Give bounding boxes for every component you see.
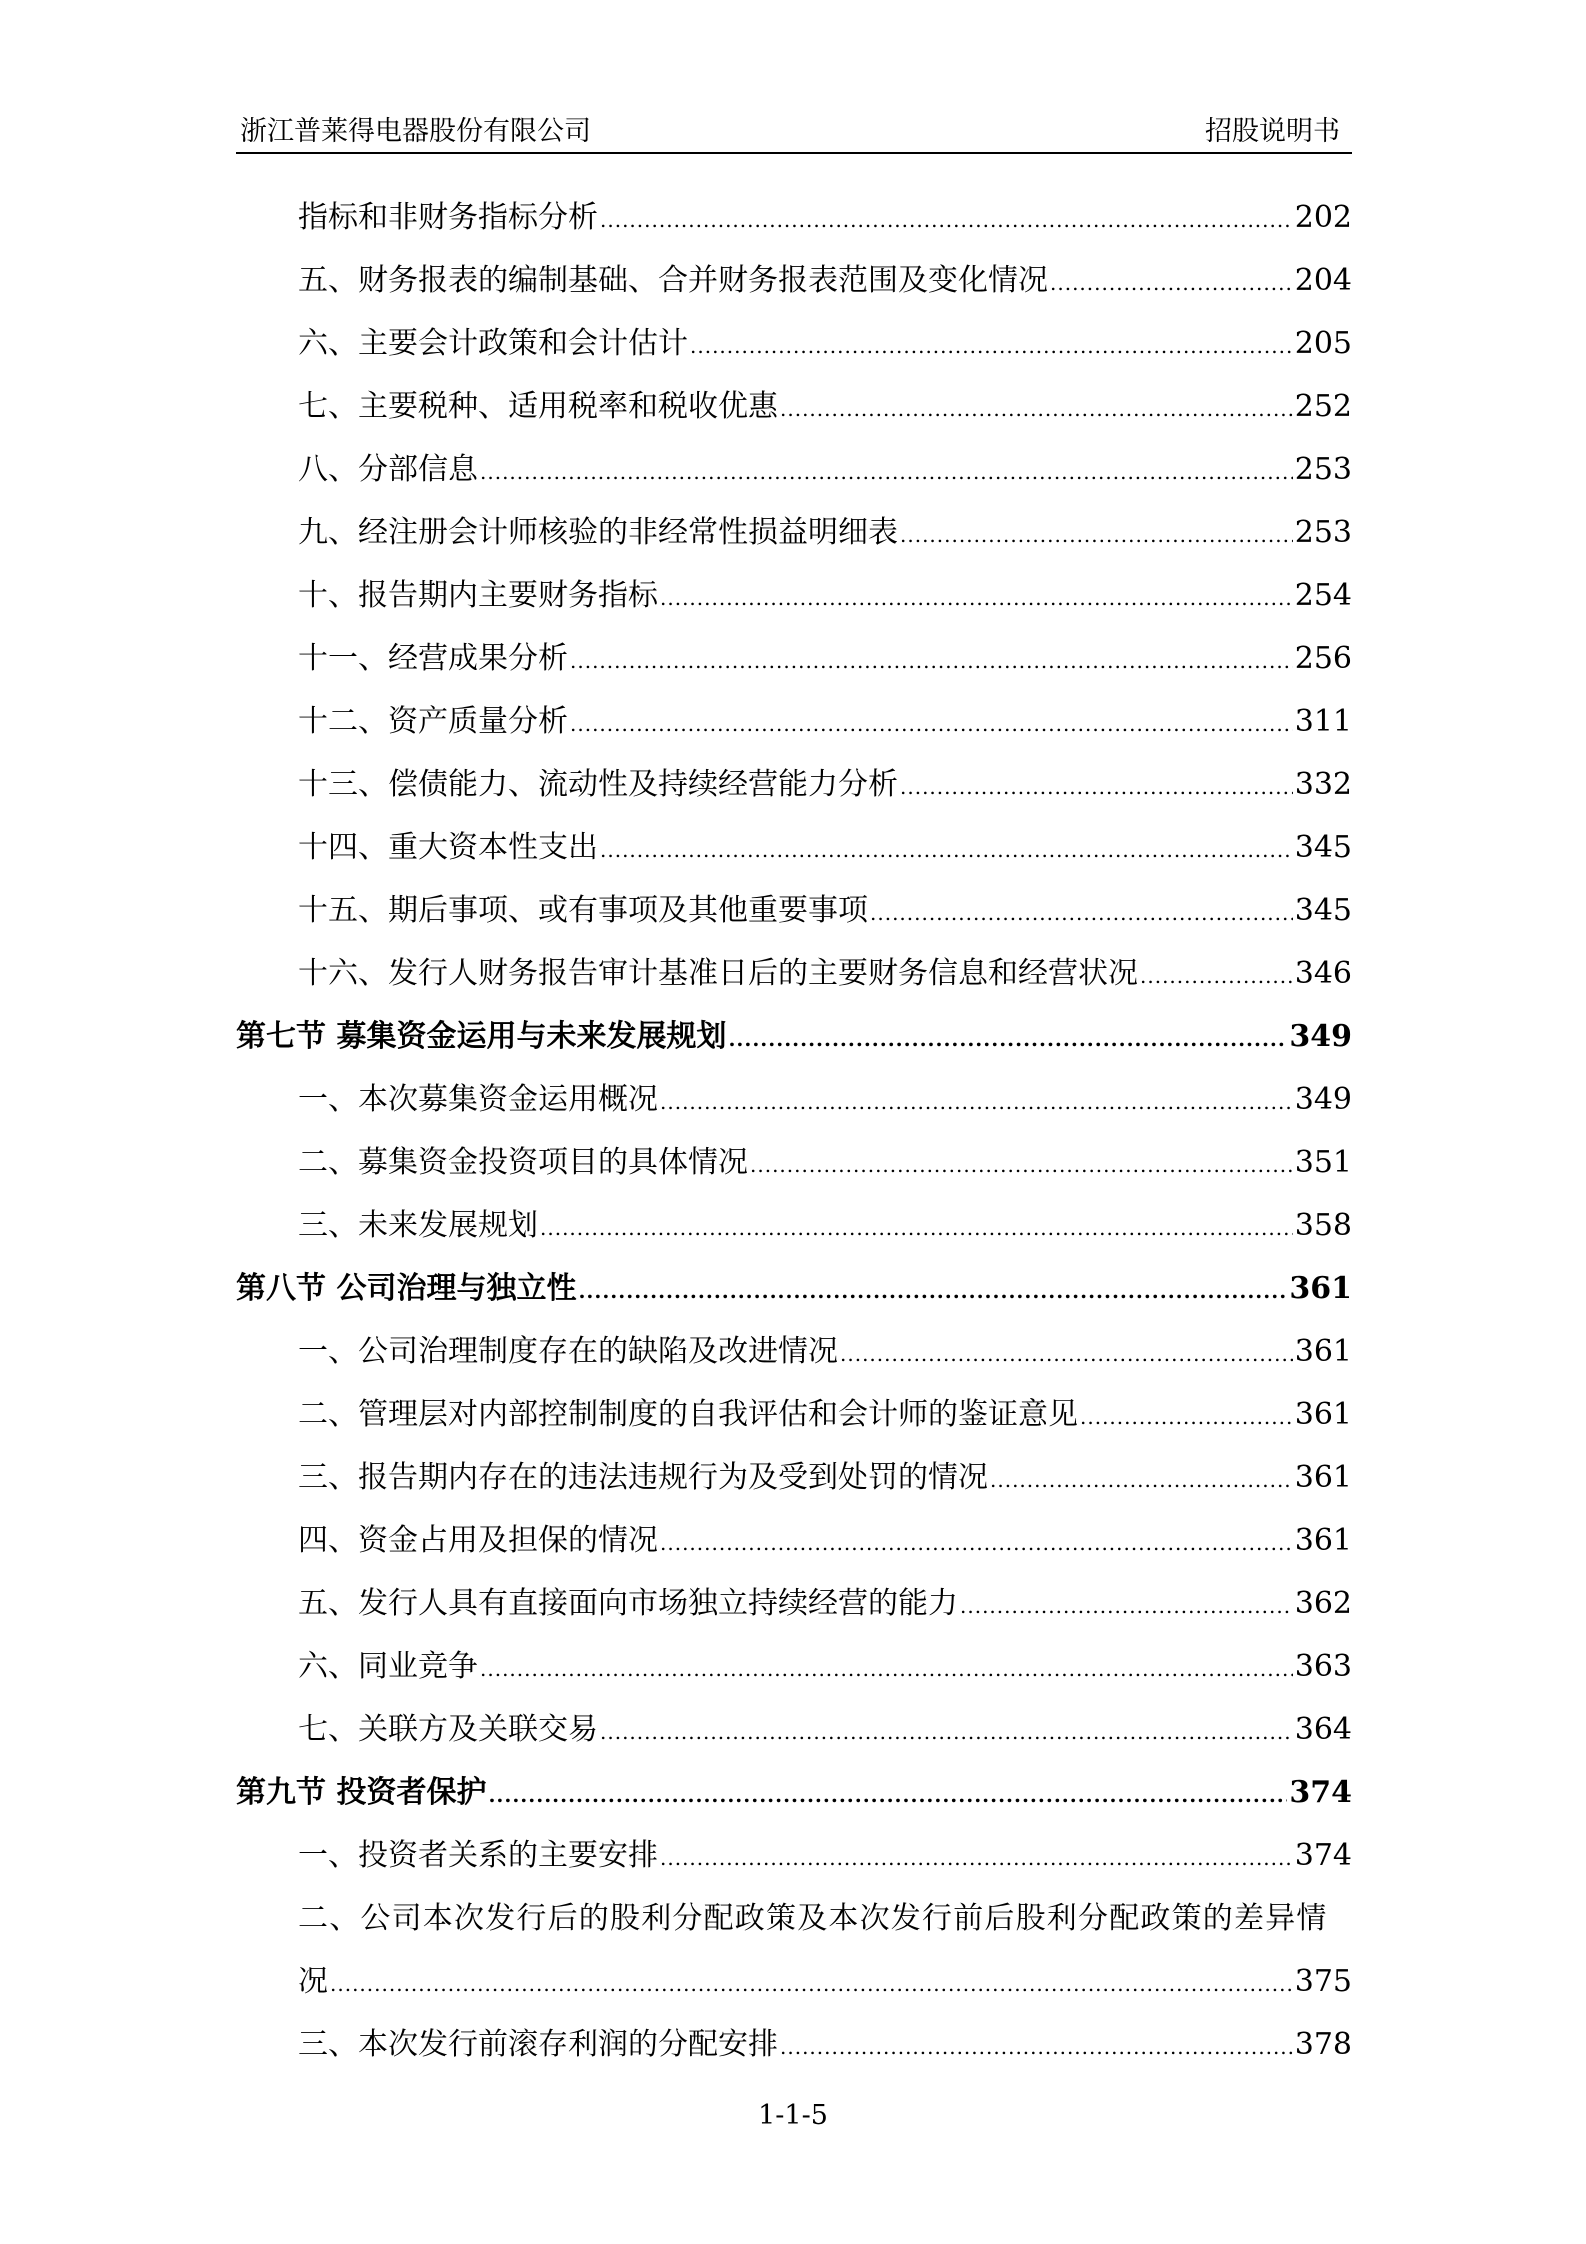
toc-entry[interactable] bbox=[236, 627, 1352, 690]
toc-page-number: 253 bbox=[1294, 452, 1352, 487]
toc-entry-title: 况 bbox=[298, 1964, 328, 1999]
toc-section-entry[interactable] bbox=[236, 1761, 1352, 1824]
toc-entry[interactable] bbox=[236, 1698, 1352, 1761]
toc-entry[interactable] bbox=[236, 1131, 1352, 1194]
toc-entry-title: 七、主要税种、适用税率和税收优惠 bbox=[298, 389, 778, 424]
toc-page-number: 361 bbox=[1294, 1334, 1352, 1369]
toc-entry-title: 七、关联方及关联交易 bbox=[298, 1712, 598, 1747]
toc-page-number: 205 bbox=[1294, 326, 1352, 361]
toc-entry[interactable] bbox=[236, 249, 1352, 312]
toc-page-number: 363 bbox=[1294, 1649, 1352, 1684]
toc-entry-title: 六、主要会计政策和会计估计 bbox=[298, 326, 688, 361]
toc-section-entry[interactable] bbox=[236, 1005, 1352, 1068]
document-type: 招股说明书 bbox=[1205, 116, 1340, 147]
dot-leader bbox=[330, 1950, 1293, 2016]
toc-entry[interactable] bbox=[236, 312, 1352, 375]
toc-entry-title: 六、同业竞争 bbox=[298, 1649, 478, 1684]
toc-page-number: 202 bbox=[1294, 200, 1352, 235]
toc-entry[interactable] bbox=[236, 1194, 1352, 1257]
dot-leader bbox=[750, 1131, 1293, 1197]
toc-entry[interactable] bbox=[236, 942, 1352, 1005]
toc-page-number: 375 bbox=[1294, 1964, 1352, 1999]
header-divider bbox=[236, 152, 1352, 154]
toc-entry-title: 四、资金占用及担保的情况 bbox=[298, 1523, 658, 1558]
toc-page-number: 311 bbox=[1294, 704, 1352, 739]
dot-leader bbox=[540, 1194, 1293, 1260]
toc-entry-title: 一、本次募集资金运用概况 bbox=[298, 1082, 658, 1117]
toc-entry[interactable] bbox=[236, 1446, 1352, 1509]
toc-entry-title: 十四、重大资本性支出 bbox=[298, 830, 598, 865]
toc-entry-title: 第七节 募集资金运用与未来发展规划 bbox=[236, 1019, 727, 1054]
toc-entry[interactable] bbox=[236, 1509, 1352, 1572]
toc-page-number: 361 bbox=[1294, 1460, 1352, 1495]
toc-entry[interactable] bbox=[236, 1383, 1352, 1446]
toc-page-number: 254 bbox=[1294, 578, 1352, 613]
toc-page-number: 351 bbox=[1294, 1145, 1352, 1180]
toc-entry[interactable] bbox=[236, 564, 1352, 627]
toc-entry[interactable] bbox=[236, 1635, 1352, 1698]
toc-entry-title: 十三、偿债能力、流动性及持续经营能力分析 bbox=[298, 767, 898, 802]
toc-entry-title: 指标和非财务指标分析 bbox=[298, 200, 598, 235]
dot-leader bbox=[900, 501, 1293, 567]
toc-page-number: 361 bbox=[1294, 1523, 1352, 1558]
toc-entry[interactable] bbox=[236, 1950, 1352, 2013]
toc-section-entry[interactable] bbox=[236, 1257, 1352, 1320]
toc-entry-title: 十、报告期内主要财务指标 bbox=[298, 578, 658, 613]
toc-page-number: 374 bbox=[1294, 1838, 1352, 1873]
toc-entry[interactable] bbox=[236, 501, 1352, 564]
toc-page-number: 345 bbox=[1294, 893, 1352, 928]
toc-entry[interactable] bbox=[236, 1068, 1352, 1131]
toc-entry-title: 十一、经营成果分析 bbox=[298, 641, 568, 676]
toc-page-number: 362 bbox=[1294, 1586, 1352, 1621]
toc-entry-title: 十五、期后事项、或有事项及其他重要事项 bbox=[298, 893, 868, 928]
dot-leader bbox=[1140, 942, 1293, 1008]
toc-entry-title: 一、投资者关系的主要安排 bbox=[298, 1838, 658, 1873]
toc-entry-title: 三、报告期内存在的违法违规行为及受到处罚的情况 bbox=[298, 1460, 988, 1495]
toc-page-number: 332 bbox=[1294, 767, 1352, 802]
toc-page-number: 361 bbox=[1294, 1397, 1352, 1432]
dot-leader bbox=[840, 1320, 1293, 1386]
dot-leader bbox=[600, 1698, 1293, 1764]
toc-page-number: 364 bbox=[1294, 1712, 1352, 1747]
dot-leader bbox=[578, 1257, 1287, 1323]
toc-entry-title: 第八节 公司治理与独立性 bbox=[236, 1271, 577, 1306]
dot-leader bbox=[780, 2013, 1293, 2079]
toc-page-number: 374 bbox=[1289, 1775, 1352, 1810]
toc-entry-title: 八、分部信息 bbox=[298, 452, 478, 487]
dot-leader bbox=[900, 753, 1293, 819]
toc-entry-title: 二、管理层对内部控制制度的自我评估和会计师的鉴证意见 bbox=[298, 1397, 1078, 1432]
toc-page-number: 349 bbox=[1294, 1082, 1352, 1117]
page-header bbox=[236, 112, 1352, 152]
dot-leader bbox=[690, 312, 1293, 378]
toc-page-number: 252 bbox=[1294, 389, 1352, 424]
toc-entry-title: 三、本次发行前滚存利润的分配安排 bbox=[298, 2027, 778, 2062]
toc-entry[interactable] bbox=[236, 438, 1352, 501]
dot-leader bbox=[660, 1824, 1293, 1890]
toc-page-number: 378 bbox=[1294, 2027, 1352, 2062]
dot-leader bbox=[570, 690, 1293, 756]
dot-leader bbox=[1080, 1383, 1293, 1449]
toc-page-number: 204 bbox=[1294, 263, 1352, 298]
dot-leader bbox=[488, 1761, 1287, 1827]
dot-leader bbox=[600, 816, 1293, 882]
toc-entry-title: 九、经注册会计师核验的非经常性损益明细表 bbox=[298, 515, 898, 550]
toc-page-number: 358 bbox=[1294, 1208, 1352, 1243]
dot-leader bbox=[728, 1005, 1287, 1071]
toc-page-number: 345 bbox=[1294, 830, 1352, 865]
dot-leader bbox=[570, 627, 1293, 693]
toc-page-number: 361 bbox=[1289, 1271, 1352, 1306]
toc-entry[interactable] bbox=[236, 1887, 1352, 1950]
dot-leader bbox=[600, 186, 1293, 252]
dot-leader bbox=[480, 1635, 1293, 1701]
toc-entry-title: 三、未来发展规划 bbox=[298, 1208, 538, 1243]
dot-leader bbox=[960, 1572, 1293, 1638]
dot-leader bbox=[990, 1446, 1293, 1512]
dot-leader bbox=[660, 564, 1293, 630]
dot-leader bbox=[870, 879, 1293, 945]
toc-entry-title: 二、公司本次发行后的股利分配政策及本次发行前后股利分配政策的差异情 bbox=[298, 1901, 1328, 1936]
toc-entry-title: 十二、资产质量分析 bbox=[298, 704, 568, 739]
toc-page-number: 253 bbox=[1294, 515, 1352, 550]
toc-entry-title: 第九节 投资者保护 bbox=[236, 1775, 487, 1810]
toc-entry-title: 一、公司治理制度存在的缺陷及改进情况 bbox=[298, 1334, 838, 1369]
toc-entry[interactable] bbox=[236, 375, 1352, 438]
dot-leader bbox=[660, 1068, 1293, 1134]
toc-entry[interactable] bbox=[236, 879, 1352, 942]
toc-entry[interactable] bbox=[236, 1320, 1352, 1383]
toc-entry[interactable] bbox=[236, 1824, 1352, 1887]
toc-entry[interactable] bbox=[236, 186, 1352, 249]
page-number: 1-1-5 bbox=[758, 2100, 828, 2131]
company-name: 浙江普莱得电器股份有限公司 bbox=[240, 116, 591, 147]
toc-entry-title: 十六、发行人财务报告审计基准日后的主要财务信息和经营状况 bbox=[298, 956, 1138, 991]
toc-entry[interactable] bbox=[236, 690, 1352, 753]
toc-page-number: 349 bbox=[1289, 1019, 1352, 1054]
dot-leader bbox=[1050, 249, 1293, 315]
toc-entry[interactable] bbox=[236, 1572, 1352, 1635]
table-of-contents bbox=[236, 186, 1352, 2076]
toc-entry[interactable] bbox=[236, 753, 1352, 816]
toc-entry-title: 五、发行人具有直接面向市场独立持续经营的能力 bbox=[298, 1586, 958, 1621]
dot-leader bbox=[660, 1509, 1293, 1575]
dot-leader bbox=[780, 375, 1293, 441]
toc-entry[interactable] bbox=[236, 2013, 1352, 2076]
toc-entry-title: 二、募集资金投资项目的具体情况 bbox=[298, 1145, 748, 1180]
toc-entry[interactable] bbox=[236, 816, 1352, 879]
toc-entry-title: 五、财务报表的编制基础、合并财务报表范围及变化情况 bbox=[298, 263, 1048, 298]
toc-page-number: 256 bbox=[1294, 641, 1352, 676]
dot-leader bbox=[480, 438, 1293, 504]
toc-page-number: 346 bbox=[1294, 956, 1352, 991]
